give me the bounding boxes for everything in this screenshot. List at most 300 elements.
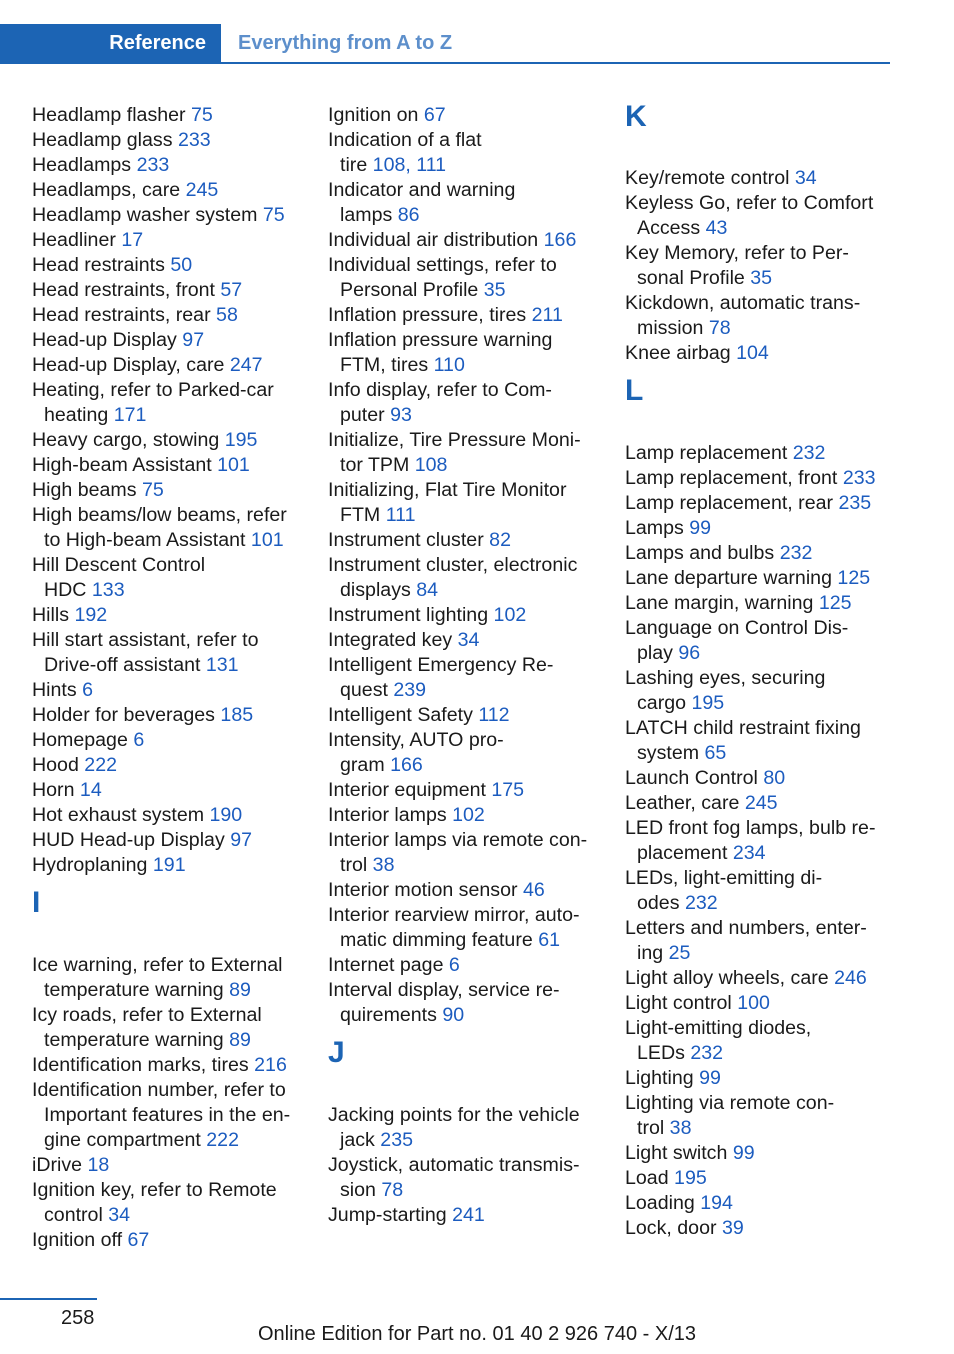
- index-entry: [32, 1078, 312, 1153]
- index-entry: [625, 466, 925, 491]
- entry-term: Hill Descent Control: [32, 554, 206, 576]
- index-entry-line: [328, 803, 613, 828]
- entry-term: Lamps and bulbs: [625, 542, 780, 564]
- index-entry: [32, 228, 312, 253]
- entry-term: Head-up Display: [32, 329, 183, 351]
- page-reference-link[interactable]: 18: [87, 1154, 110, 1176]
- index-entry-line: [625, 1191, 925, 1216]
- page-reference-link[interactable]: 232: [690, 1042, 724, 1064]
- index-entry: [625, 991, 925, 1016]
- page-reference-link[interactable]: 191: [152, 854, 186, 876]
- index-entry-line: [328, 903, 613, 928]
- page-reference-link[interactable]: 241: [452, 1204, 485, 1226]
- page-reference-link[interactable]: 61: [538, 929, 560, 951]
- index-entry-line: [328, 428, 613, 453]
- index-entry-line: [625, 866, 925, 891]
- page-reference-link[interactable]: 104: [736, 342, 769, 364]
- entry-term: Jump-starting: [328, 1204, 453, 1226]
- page-reference-link[interactable]: 25: [668, 942, 691, 964]
- entry-term: Ice warning, refer to External: [32, 954, 283, 976]
- index-entry-line: [32, 353, 312, 378]
- entry-term: Light alloy wheels, care: [625, 967, 835, 989]
- page-reference-link[interactable]: 99: [732, 1142, 755, 1164]
- index-entry: [32, 953, 312, 1003]
- entry-term: Lamp replacement, front: [625, 467, 843, 489]
- index-entry: [625, 241, 925, 291]
- page-reference-link[interactable]: 78: [381, 1179, 404, 1201]
- page-reference-link[interactable]: 195: [224, 429, 258, 451]
- page-reference-link[interactable]: 99: [699, 1067, 721, 1089]
- page-reference-link[interactable]: 133: [91, 579, 125, 601]
- entry-term: Head restraints: [32, 254, 171, 276]
- index-entry-line: [328, 478, 613, 503]
- page-reference-link[interactable]: 195: [674, 1167, 707, 1189]
- entry-term: Lane margin, warning: [625, 592, 819, 614]
- index-entry-line: [32, 1078, 312, 1103]
- entry-term: Individual settings, refer to: [328, 254, 557, 276]
- index-entry-line: [32, 1153, 312, 1178]
- index-entry: [32, 1178, 312, 1228]
- page-reference-link[interactable]: 34: [794, 167, 817, 189]
- index-entry-line: [625, 1091, 925, 1116]
- entry-term: Internet page: [328, 954, 449, 976]
- page-reference-link[interactable]: 232: [779, 542, 813, 564]
- page-reference-link[interactable]: 112: [478, 704, 510, 726]
- index-entry: [32, 728, 312, 753]
- page-reference-link[interactable]: 239: [393, 679, 427, 701]
- index-entry-line: [32, 978, 312, 1003]
- entry-term: Heating, refer to Parked-car: [32, 379, 274, 401]
- entry-term: LATCH child restraint fixing: [625, 717, 861, 739]
- entry-term: system: [637, 742, 705, 764]
- page-number: 258: [61, 1307, 95, 1329]
- entry-term: quirements: [340, 1004, 443, 1026]
- page-reference-link[interactable]: 102: [493, 604, 527, 626]
- page-reference-link[interactable]: 75: [191, 104, 213, 126]
- index-entry-line: [625, 591, 925, 616]
- entry-term: Individual air distribution: [328, 229, 544, 251]
- page-reference-link[interactable]: 245: [185, 179, 219, 201]
- index-entry-line: [625, 216, 925, 241]
- index-entry-line: [625, 241, 925, 266]
- page-reference-link[interactable]: 38: [372, 854, 395, 876]
- entry-term: Indicator and warning: [328, 179, 516, 201]
- page-reference-link[interactable]: 17: [121, 229, 144, 251]
- page-reference-link[interactable]: 65: [704, 742, 727, 764]
- index-entry-line: [625, 891, 925, 916]
- index-entry-line: [328, 528, 613, 553]
- index-entry-line: [328, 353, 613, 378]
- page-reference-link[interactable]: 234: [732, 842, 766, 864]
- page-reference-link[interactable]: 34: [108, 1204, 131, 1226]
- index-entry-line: [32, 1178, 312, 1203]
- page-reference-link[interactable]: 97: [182, 329, 205, 351]
- entry-term: control: [44, 1204, 109, 1226]
- index-entry: [32, 253, 312, 278]
- entry-term: Ignition off: [32, 1229, 128, 1251]
- index-entry: [32, 203, 312, 228]
- index-entry: [32, 1228, 312, 1253]
- index-entry-line: [32, 128, 312, 153]
- index-entry: [625, 291, 925, 341]
- index-entry: [328, 1203, 613, 1228]
- page-reference-link[interactable]: 82: [489, 529, 511, 551]
- entry-term: temperature warning: [44, 1029, 230, 1051]
- entry-term: Headlamp flasher: [32, 104, 192, 126]
- entry-term: Light control: [625, 992, 738, 1014]
- page-reference-link[interactable]: 185: [220, 704, 254, 726]
- index-entry-line: [625, 991, 925, 1016]
- index-entry: [32, 678, 312, 703]
- entry-term: Lane departure warning: [625, 567, 838, 589]
- index-entry-line: [328, 453, 613, 478]
- page-reference-link[interactable]: 46: [522, 879, 545, 901]
- index-entry: [625, 616, 925, 666]
- entry-term: Ignition key, refer to Remote: [32, 1179, 277, 1201]
- page-reference-link[interactable]: 235: [838, 492, 872, 514]
- index-entry-line: [625, 966, 925, 991]
- index-entry: [32, 553, 312, 603]
- index-entry: [328, 603, 613, 628]
- page-reference-link[interactable]: 97: [230, 829, 252, 851]
- entry-term: Hints: [32, 679, 83, 701]
- page-reference-link[interactable]: 192: [74, 604, 108, 626]
- page-reference-link[interactable]: 108: [414, 454, 448, 476]
- page-reference-link[interactable]: 50: [170, 254, 193, 276]
- index-entry-line: [625, 766, 925, 791]
- index-entry-line: [328, 878, 613, 903]
- index-entry: [625, 166, 925, 191]
- page-reference-link[interactable]: 233: [177, 129, 211, 151]
- index-entry-line: [625, 941, 925, 966]
- index-entry: [328, 1103, 613, 1153]
- entry-term: Keyless Go, refer to Comfort: [625, 192, 874, 214]
- entry-term: Jacking points for the vehicle: [328, 1104, 580, 1126]
- page-reference-link[interactable]: 6: [448, 954, 460, 976]
- index-entry: [625, 866, 925, 916]
- page-reference-link[interactable]: 100: [737, 992, 770, 1014]
- index-entry-line: [625, 316, 925, 341]
- entry-term: quest: [340, 679, 394, 701]
- entry-term: High-beam Assistant: [32, 454, 218, 476]
- index-entry-line: [32, 778, 312, 803]
- index-entry-line: [32, 603, 312, 628]
- page-reference-link[interactable]: 96: [678, 642, 701, 664]
- index-entry-line: [328, 253, 613, 278]
- index-entry-line: [625, 266, 925, 291]
- page-reference-link[interactable]: 102: [452, 804, 485, 826]
- index-entry-line: [625, 491, 925, 516]
- page-reference-link[interactable]: 75: [142, 479, 164, 501]
- page-reference-link[interactable]: 110: [433, 354, 465, 376]
- index-entry: [328, 428, 613, 478]
- entry-term: puter: [340, 404, 391, 426]
- page-reference-link[interactable]: 38: [669, 1117, 692, 1139]
- page-reference-link[interactable]: 245: [744, 792, 778, 814]
- page-reference-link[interactable]: 190: [209, 804, 243, 826]
- entry-term: trol: [637, 1117, 670, 1139]
- index-entry-line: [32, 303, 312, 328]
- index-entry-line: [625, 1016, 925, 1041]
- entry-term: Initializing, Flat Tire Monitor: [328, 479, 567, 501]
- index-entry-line: [328, 778, 613, 803]
- index-entry-line: [32, 678, 312, 703]
- index-entry-line: [625, 441, 925, 466]
- page-reference-link[interactable]: 171: [113, 404, 147, 426]
- page-reference-link[interactable]: 111: [385, 504, 416, 526]
- entry-term: Interior motion sensor: [328, 879, 523, 901]
- page-reference-link[interactable]: 166: [543, 229, 577, 251]
- page-reference-link[interactable]: 6: [133, 729, 145, 751]
- entry-term: Homepage: [32, 729, 134, 751]
- index-entry-line: [328, 978, 613, 1003]
- index-entry-line: [625, 841, 925, 866]
- entry-term: Hydroplaning: [32, 854, 153, 876]
- page-reference-link[interactable]: 125: [818, 592, 852, 614]
- entry-term: sonal Profile: [637, 267, 751, 289]
- index-entry-line: [328, 603, 613, 628]
- index-entry-line: [328, 178, 613, 203]
- page-reference-link[interactable]: 75: [262, 204, 285, 226]
- index-entry: [32, 478, 312, 503]
- entry-term: Hot exhaust system: [32, 804, 210, 826]
- index-entry: [625, 1166, 925, 1191]
- page-reference-link[interactable]: 84: [416, 579, 439, 601]
- entry-term: Headlamp washer system: [32, 204, 263, 226]
- index-entry-line: [32, 178, 312, 203]
- index-entry: [32, 128, 312, 153]
- page-reference-link[interactable]: 101: [217, 454, 250, 476]
- page-reference-link[interactable]: 233: [136, 154, 170, 176]
- edition-note: Online Edition for Part no. 01 40 2 926 740 - X/13: [257, 1323, 697, 1345]
- page-reference-link[interactable]: 34: [457, 629, 480, 651]
- index-entry: [625, 541, 925, 566]
- index-entry-line: [625, 691, 925, 716]
- index-entry-line: [328, 328, 613, 353]
- index-entry-line: [328, 403, 613, 428]
- entry-term: Headliner: [32, 229, 122, 251]
- index-entry-line: [328, 503, 613, 528]
- entry-term: Lighting: [625, 1067, 700, 1089]
- entry-term: lamps: [340, 204, 398, 226]
- footer-rule: [0, 1298, 97, 1300]
- index-entry-line: [32, 453, 312, 478]
- entry-term: Hills: [32, 604, 75, 626]
- index-entry-line: [625, 1066, 925, 1091]
- entry-term: ing: [637, 942, 669, 964]
- index-entry-line: [32, 478, 312, 503]
- entry-term: temperature warning: [44, 979, 230, 1001]
- page-reference-link[interactable]: 247: [229, 354, 263, 376]
- index-entry-line: [625, 1116, 925, 1141]
- entry-term: tor TPM: [340, 454, 415, 476]
- entry-term: LEDs: [637, 1042, 691, 1064]
- index-entry: [328, 328, 613, 378]
- index-entry-line: [32, 728, 312, 753]
- index-entry: [625, 441, 925, 466]
- index-entry-line: [328, 128, 613, 153]
- page-reference-link[interactable]: 222: [206, 1129, 239, 1151]
- index-column-3: [625, 100, 925, 1241]
- entry-term: Lock, door: [625, 1217, 722, 1239]
- index-entry-line: [32, 103, 312, 128]
- index-entry: [625, 491, 925, 516]
- entry-term: Head restraints, rear: [32, 304, 217, 326]
- page-reference-link[interactable]: 78: [708, 317, 731, 339]
- index-entry: [32, 778, 312, 803]
- entry-term: heating: [44, 404, 114, 426]
- page-reference-link[interactable]: 58: [216, 304, 238, 326]
- page-reference-link[interactable]: 194: [700, 1192, 733, 1214]
- entry-term: gram: [340, 754, 391, 776]
- index-entry-line: [625, 291, 925, 316]
- page-reference-link[interactable]: 195: [691, 692, 725, 714]
- index-entry: [32, 603, 312, 628]
- index-entry-line: [32, 803, 312, 828]
- page-reference-link[interactable]: 246: [834, 967, 867, 989]
- page-reference-link[interactable]: 89: [229, 979, 251, 1001]
- page-reference-link[interactable]: 80: [763, 767, 786, 789]
- index-entry-line: [625, 541, 925, 566]
- entry-term: Horn: [32, 779, 80, 801]
- entry-term: Ignition on: [328, 104, 424, 126]
- index-entry: [32, 153, 312, 178]
- page-reference-link[interactable]: 99: [689, 517, 712, 539]
- entry-term: cargo: [637, 692, 692, 714]
- page-reference-link[interactable]: 233: [842, 467, 876, 489]
- index-entry: [32, 853, 312, 878]
- page-reference-link[interactable]: 43: [705, 217, 728, 239]
- page-reference-link[interactable]: 101: [250, 529, 284, 551]
- index-entry-line: [32, 228, 312, 253]
- page-reference-link[interactable]: 14: [79, 779, 102, 801]
- index-entry-line: [32, 1053, 312, 1078]
- entry-term: LED front fog lamps, bulb re-: [625, 817, 876, 839]
- page-reference-link[interactable]: 35: [483, 279, 506, 301]
- index-entry: [328, 953, 613, 978]
- page-reference-link[interactable]: 67: [127, 1229, 150, 1251]
- index-entry: [328, 103, 613, 128]
- entry-term: Indication of a flat: [328, 129, 482, 151]
- page-reference-link[interactable]: 216: [254, 1054, 287, 1076]
- page-reference-link[interactable]: 232: [792, 442, 826, 464]
- entry-term: gine compartment: [44, 1129, 207, 1151]
- page-reference-link[interactable]: 93: [390, 404, 412, 426]
- entry-term: FTM: [340, 504, 386, 526]
- index-entry-line: [328, 103, 613, 128]
- index-entry-line: [32, 703, 312, 728]
- index-entry: [625, 1066, 925, 1091]
- index-entry-line: [328, 1128, 613, 1153]
- index-entry-line: [328, 703, 613, 728]
- entry-term: to High-beam Assistant: [44, 529, 251, 551]
- entry-term: tire: [340, 154, 373, 176]
- entry-term: Initialize, Tire Pressure Moni-: [328, 429, 581, 451]
- index-entry-line: [328, 1003, 613, 1028]
- index-entry: [328, 803, 613, 828]
- page-reference-link[interactable]: 39: [721, 1217, 744, 1239]
- page-reference-link[interactable]: 131: [205, 654, 239, 676]
- index-entry-line: [625, 916, 925, 941]
- index-entry: [625, 566, 925, 591]
- page-reference-link[interactable]: 6: [82, 679, 93, 701]
- index-entry: [625, 666, 925, 716]
- entry-term: matic dimming feature: [340, 929, 539, 951]
- page-reference-link[interactable]: 232: [684, 892, 718, 914]
- entry-term: Heavy cargo, stowing: [32, 429, 225, 451]
- index-entry: [328, 378, 613, 428]
- entry-term: iDrive: [32, 1154, 88, 1176]
- entry-term: Intelligent Safety: [328, 704, 479, 726]
- page-reference-link[interactable]: 175: [491, 779, 525, 801]
- index-entry-line: [328, 203, 613, 228]
- index-entry: [32, 303, 312, 328]
- entry-term: Head restraints, front: [32, 279, 221, 301]
- index-entry: [328, 528, 613, 553]
- index-entry-line: [32, 1003, 312, 1028]
- index-entry-line: [328, 728, 613, 753]
- index-letter-heading: I: [32, 886, 41, 919]
- index-entry-line: [32, 203, 312, 228]
- index-entry-line: [328, 1153, 613, 1178]
- page-reference-link[interactable]: 166: [390, 754, 423, 776]
- page-reference-link[interactable]: 235: [380, 1129, 413, 1151]
- page-reference-link[interactable]: 90: [442, 1004, 465, 1026]
- entry-term: Important features in the en-: [44, 1104, 291, 1126]
- page-reference-link[interactable]: 67: [423, 104, 446, 126]
- index-entry: [625, 966, 925, 991]
- page-reference-link[interactable]: 86: [397, 204, 420, 226]
- entry-term: Knee airbag: [625, 342, 737, 364]
- index-entry: [32, 178, 312, 203]
- index-entry-line: [32, 378, 312, 403]
- index-entry-line: [625, 1216, 925, 1241]
- index-entry-line: [625, 816, 925, 841]
- entry-term: Hill start assistant, refer to: [32, 629, 259, 651]
- entry-term: Lamps: [625, 517, 690, 539]
- page-reference-link[interactable]: 35: [750, 267, 773, 289]
- entry-term: Identification number, refer to: [32, 1079, 286, 1101]
- index-entry-line: [32, 628, 312, 653]
- index-entry: [625, 766, 925, 791]
- page-reference-link[interactable]: 211: [531, 304, 563, 326]
- page-reference-link[interactable]: 57: [220, 279, 243, 301]
- index-entry: [32, 103, 312, 128]
- index-entry: [625, 591, 925, 616]
- index-entry: [32, 1003, 312, 1053]
- entry-term: sion: [340, 1179, 382, 1201]
- index-entry: [328, 178, 613, 228]
- index-entry: [328, 1153, 613, 1203]
- index-entry: [32, 1053, 312, 1078]
- index-letter-heading: L: [625, 374, 644, 407]
- index-entry-line: [328, 1203, 613, 1228]
- index-entry-line: [32, 503, 312, 528]
- index-entry: [32, 753, 312, 778]
- index-entry-line: [32, 553, 312, 578]
- page-reference-link[interactable]: 125: [837, 567, 871, 589]
- entry-term: Holder for beverages: [32, 704, 221, 726]
- index-entry-line: [625, 341, 925, 366]
- index-entry-line: [328, 278, 613, 303]
- page-reference-link[interactable]: 89: [229, 1029, 251, 1051]
- entry-term: Identification marks, tires: [32, 1054, 255, 1076]
- page-reference-link[interactable]: 108, 111: [372, 154, 447, 176]
- page-reference-link[interactable]: 222: [84, 754, 117, 776]
- index-entry: [328, 478, 613, 528]
- entry-term: Interior equipment: [328, 779, 492, 801]
- index-entry-line: [328, 303, 613, 328]
